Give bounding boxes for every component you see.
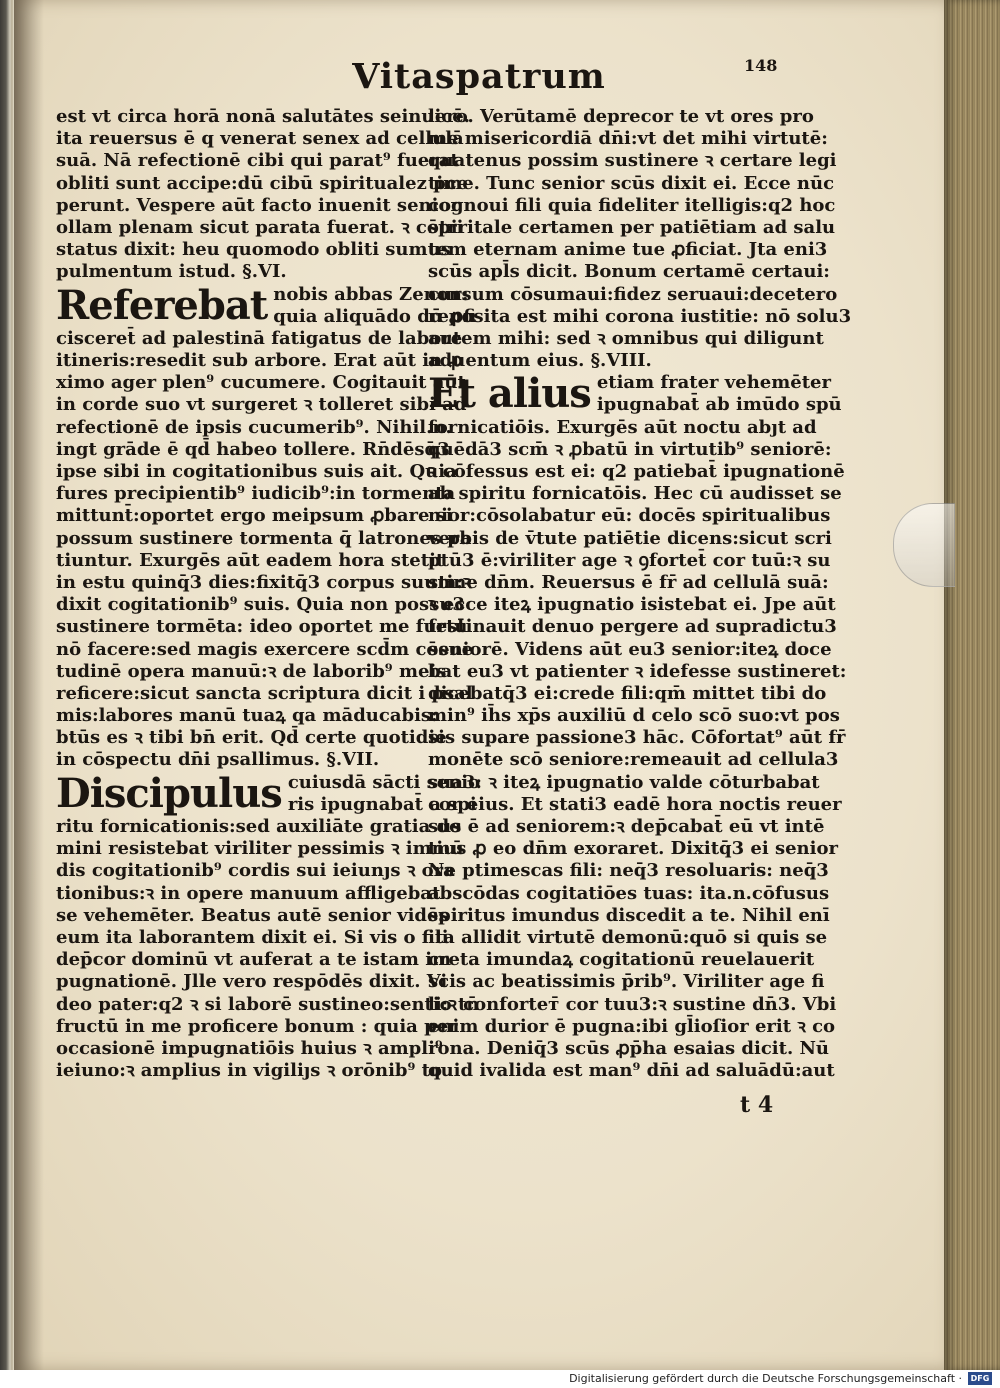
text-line: rona. Deniq̄3 scūs ꝓp̄ha esaias dicit. Nū [428, 1037, 830, 1059]
text-line: etiam frater vehemēter [596, 372, 831, 394]
text-line: pugnationē. Jlle vero respōdēs dixit. Vi [56, 971, 448, 993]
footer-credit: Digitalisierung gefördert durch die Deutsche Forschungsgemeinschaft · [569, 1372, 962, 1385]
text-line: btūs es ꝛ tibi bn̄ erit. Qd̄ certe quotidie [56, 727, 447, 749]
running-title: Vitaspatrum [352, 56, 606, 97]
text-line: ꝛ ecce iteꝝ ipugnatio isistebat ei. Jpe aūt [428, 594, 836, 616]
text-line: sus ē ad seniorem:ꝛ dep̄cabat̄ eū vt intē [428, 816, 825, 838]
text-line: monēte scō seniore:remeauit ad cellula3 [428, 749, 839, 771]
text-line: cisceret̄ ad palestinā fatigatus de labore [56, 327, 463, 349]
text-line: sis supare passione3 hāc. Cōfortat⁹ aūt fr̄ [428, 727, 846, 749]
text-line: tius ꝓ eo dn̄m exoraret. Dixitq̄3 ei senior [428, 838, 838, 860]
text-line: est vt circa horā nonā salutātes seinuicē. [56, 106, 470, 127]
text-line: autem mihi: sed ꝛ omnibus qui diligunt [428, 327, 824, 349]
text-line: mittunt̄:oportet ergo meipsum ꝓbare si [56, 505, 453, 527]
text-line: mini resistebat viriliter pessimis ꝛ immū [56, 838, 464, 860]
text-line: in corde suo vt surgeret ꝛ tolleret sibi ad [56, 394, 467, 416]
text-line: mis:labores manū tuaꝝ qa māducabis: [56, 705, 438, 727]
text-line: scis ac beatissimis p̄rib⁹. Viriliter age fi [428, 971, 825, 993]
text-line: dis cogitationib⁹ cordis sui ieiunȷs ꝛ ora [56, 860, 455, 882]
text-line: fructū in me proficere bonum : quia per [56, 1015, 458, 1037]
text-line: aduentum eius. §.VIII. [428, 350, 652, 372]
text-line: abscōdas cogitatiōes tuas: ita.n.cōfusus [428, 882, 830, 904]
text-line: eum ita laborantem dixit ei. Si vis o fili [56, 926, 449, 948]
text-line: sua3: ꝛ iteꝝ ipugnatio valde cōturbabat [428, 771, 820, 793]
text-line: fures precipientib⁹ iudicib⁹:in tormenta [56, 483, 456, 505]
text-line: nior:cōsolabatur eū: docēs spiritualibus [428, 505, 831, 527]
text-line: quatenus possim sustinere ꝛ certare legi [428, 150, 837, 172]
text-line: scūs apl̄s dicit. Bonum certamē certaui: [428, 261, 830, 283]
text-line: tudinē opera manuū:ꝛ de laborib⁹ meis [56, 660, 447, 682]
text-line: cor eius. Et stati3 eadē hora noctis reuer [428, 793, 842, 815]
text-line: quēdā3 scm̄ ꝛ ꝓbatū in virtutib⁹ seniorē: [428, 438, 832, 460]
display-initial-word: Referebat [56, 281, 268, 329]
display-initial-word: Et alius [428, 370, 591, 418]
text-line: in estu quinq̄3 dies:fixitq̄3 corpus suum:ꝛ [56, 571, 472, 593]
text-line: festinauit denuo pergere ad supradictu3 [428, 616, 837, 638]
page-edges [944, 0, 1000, 1370]
text-line: time. Tunc senior scūs dixit ei. Ecce nūc [428, 172, 835, 194]
text-line: ipugnabat̄ ab imūdo spū [596, 394, 842, 416]
text-line: ita allidit virtutē demonū:quō si quis se [428, 926, 828, 948]
text-line: ipse sibi in cogitationibus suis ait. Quia [56, 461, 457, 483]
text-line: occasionē impugnatiōis huius ꝛ ampli⁹ [56, 1037, 443, 1059]
page-gutter [14, 0, 44, 1370]
text-line: ritu fornicationis:sed auxiliāte gratia do [56, 816, 462, 838]
text-line: bat eu3 vt patienter ꝛ idefesse sustineret: [428, 660, 847, 682]
text-line: li:ꝛ conforteт̄ cor tuu3:ꝛ sustine dn̄3. Vbi [428, 993, 837, 1015]
text-line: se vehemēter. Beatus autē senior vidēs [56, 904, 449, 926]
initial-side-text [597, 372, 842, 416]
left-column [56, 106, 481, 1082]
text-line: dicebatq̄3 ei:crede fili:qm̄ mittet tibi do [428, 682, 827, 704]
text-line: fornicatiōis. Exurgēs aūt noctu abȷt ad [428, 416, 817, 438]
paragraph-opening [56, 769, 481, 817]
footer-bar [0, 1370, 1000, 1388]
text-line: quia aliquādo dū ꝓfi [273, 305, 477, 327]
text-line: min⁹ ih̄s xp̄s auxiliū d celo scō suo:vt pos [428, 705, 840, 727]
text-line: seniorē. Videns aūt eu3 senior:iteꝝ doce [428, 638, 832, 660]
text-line: tem eternam anime tue ꝓficiat. Jta eni3 [428, 239, 828, 261]
text-line: ingt grāde ē qd̄ habeo tollere. Rn̄dēsq̄3 [56, 438, 450, 460]
book-page [14, 0, 944, 1370]
text-line: ollam plenam sicut parata fuerat. ꝛ cōtri [56, 216, 464, 238]
text-line: tionibus:ꝛ in opere manuum affligebat [56, 882, 441, 904]
text-line: spiritale certamen per patiētiam ad salu [428, 216, 836, 238]
signature-mark: t 4 [740, 1092, 774, 1118]
text-line: verbis de v̄tute patiētie dicens:sicut scri [428, 527, 832, 549]
dfg-logo: DFG [968, 1372, 992, 1385]
text-line: ꝛ cōfessus est ei: q2 patiebat̄ ipugnationē [428, 461, 845, 483]
text-line: pulmentum istud. §.VI. [56, 261, 287, 283]
text-line: ptū3 ē:viriliter age ꝛ ꝯfortet̄ cor tuū:ꝛ su [428, 549, 831, 571]
text-line: enim durior ē pugna:ibi gl̄ioſior erit ꝛ co [428, 1015, 836, 1037]
text-line: ita reuersus ē q venerat senex ad cellulā [56, 128, 464, 150]
text-line: cursum cōsumaui:fidez seruaui:decetero [428, 283, 838, 305]
text-line: spiritus imundus discedit a te. Nihil enī [428, 904, 830, 926]
text-line: ieiuno:ꝛ amplius in vigiliȷs ꝛ orōnib⁹ to [56, 1060, 442, 1082]
paragraph-opening [56, 281, 477, 329]
text-line: in cōspectu dn̄i psallimus. §.VII. [56, 749, 380, 771]
text-line: ximo ager plen⁹ cucumere. Cogitauit aūt [56, 372, 466, 394]
text-line: tiuntur. Exurgēs aūt eadem hora stetit [56, 549, 445, 571]
text-line: nō facere:sed magis exercere scd̄m cōsue [56, 638, 474, 660]
text-line: reficere:sicut sancta scriptura dicit i psal [56, 682, 473, 704]
text-line: lero. Verūtamē deprecor te vt ores pro [428, 106, 814, 127]
text-line: Ne ptimescas fili: neq̄3 resoluaris: neq̄3 [428, 860, 829, 882]
text-line: ris ipugnabat̄ a spi [287, 793, 477, 815]
text-line: refectionē de ipsis cucumerib⁹. Nihil.n. [56, 416, 452, 438]
text-line: ab spiritu fornicatōis. Hec cū audisset se [428, 483, 842, 505]
text-line: dixit cogitationib⁹ suis. Quia non possu3 [56, 594, 465, 616]
text-line: suā. Nā refectionē cibi qui parat⁹ fuerat [56, 150, 459, 172]
text-line: stine dn̄m. Reuersus ē fr̄ ad cellulā suā: [428, 571, 829, 593]
text-line: obliti sunt accipe:dū cibū spiritualez pce [56, 172, 469, 194]
text-line: itineris:resedit sub arbore. Erat aūt in ꝓ [56, 350, 463, 372]
text-line: me misericordiā dn̄i:vt det mihi virtutē: [428, 128, 828, 150]
text-line: sustinere tormēta: ideo oportet me furtū [56, 616, 468, 638]
display-initial-word: Discipulus [56, 769, 282, 817]
text-line: quid ivalida est man⁹ dn̄i ad saluādū:aut [428, 1060, 835, 1082]
text-line: deo pater:q2 ꝛ si laborē sustineo:sentio tn̄ [56, 993, 480, 1015]
text-line: status dixit: heu quomodo obliti sumus [56, 239, 451, 261]
right-column [428, 106, 852, 1082]
paragraph-opening [428, 370, 842, 418]
text-line: perunt. Vespere aūt facto inuenit senior [56, 194, 460, 216]
text-line: cognoui fili quia fideliter itelligis:q2 hoc [428, 194, 836, 216]
text-line: creta imundaꝝ cogitationū reuelauerit [428, 949, 815, 971]
folio-number: 148 [744, 56, 778, 75]
text-line: dep̄cor dominū vt auferat a te istam im [56, 949, 452, 971]
text-line: cuiusdā sācti senio [287, 771, 481, 793]
text-line: possum sustinere tormenta q̄ latrones pa [56, 527, 472, 549]
text-line: reposita est mihi corona iustitie: nō solu3 [428, 305, 852, 327]
text-line: nobis abbas Zenon: [273, 283, 469, 305]
